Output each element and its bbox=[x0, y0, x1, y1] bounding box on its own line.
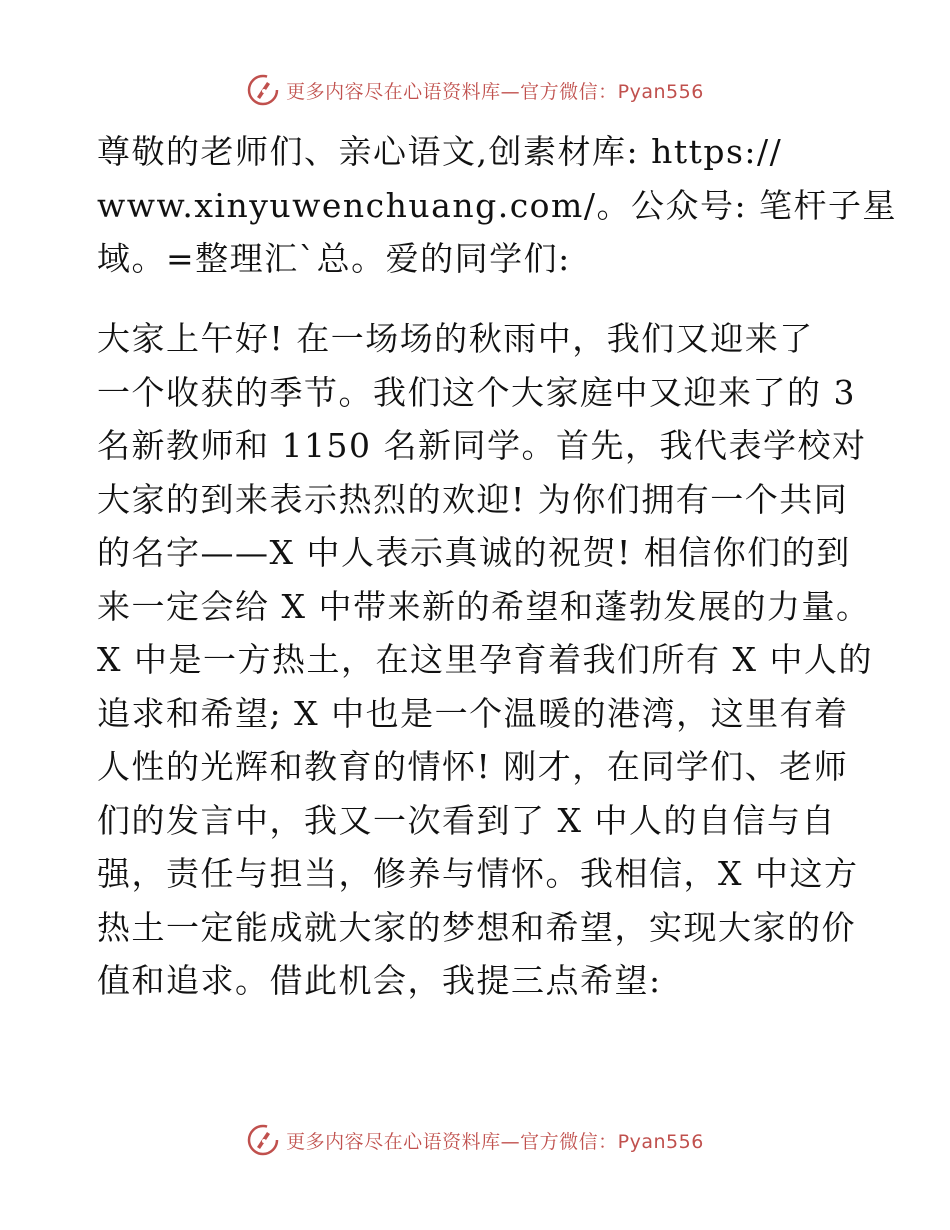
text-line: www.xinyuwenchuang.com/。公众号: 笔杆子星 bbox=[97, 185, 898, 225]
text-line: 们的发言中，我又一次看到了 X 中人的自信与自 bbox=[97, 800, 836, 840]
text-line: 的名字——X 中人表示真诚的祝贺! 相信你们的到 bbox=[97, 533, 851, 572]
text-line: 名新教师和 1150 名新同学。首先，我代表学校对 bbox=[97, 426, 867, 465]
paragraph-body bbox=[97, 312, 873, 1008]
text-line: 追求和希望; X 中也是一个温暖的港湾，这里有着 bbox=[97, 693, 849, 733]
wechat-id: Pyan556 bbox=[617, 80, 704, 103]
watermark-text: 更多内容尽在心语资料库—官方微信：Pyan556 bbox=[286, 80, 704, 103]
watermark-header bbox=[0, 70, 950, 110]
text-line: 人性的光辉和教育的情怀! 刚才，在同学们、老师 bbox=[97, 747, 849, 786]
text-line: 域。=整理汇`总。爱的同学们: bbox=[97, 239, 571, 278]
text-line: 大家的到来表示热烈的欢迎! 为你们拥有一个共同 bbox=[97, 479, 849, 519]
watermark-text: 更多内容尽在心语资料库—官方微信：Pyan556 bbox=[286, 1130, 704, 1153]
text-line: 尊敬的老师们、亲心语文,创素材库: https:// bbox=[97, 132, 783, 171]
watermark-footer bbox=[0, 1120, 950, 1160]
text-line: 热土一定能成就大家的梦想和希望，实现大家的价 bbox=[97, 907, 856, 947]
text-line: 值和追求。借此机会，我提三点希望: bbox=[97, 961, 662, 1000]
text-line: 强，责任与担当，修养与情怀。我相信，X 中这方 bbox=[97, 854, 859, 893]
pen-circle-logo-icon bbox=[246, 73, 280, 107]
text-line: X 中是一方热土，在这里孕育着我们所有 X 中人的 bbox=[97, 640, 873, 679]
text-line: 大家上午好! 在一场场的秋雨中，我们又迎来了 bbox=[97, 319, 814, 358]
paragraph-intro bbox=[97, 125, 898, 286]
pen-circle-logo-icon bbox=[246, 1123, 280, 1157]
wechat-id: Pyan556 bbox=[617, 1130, 704, 1153]
text-line: 一个收获的季节。我们这个大家庭中又迎来了的 3 bbox=[97, 372, 856, 412]
text-line: 来一定会给 X 中带来新的希望和蓬勃发展的力量。 bbox=[97, 586, 871, 626]
